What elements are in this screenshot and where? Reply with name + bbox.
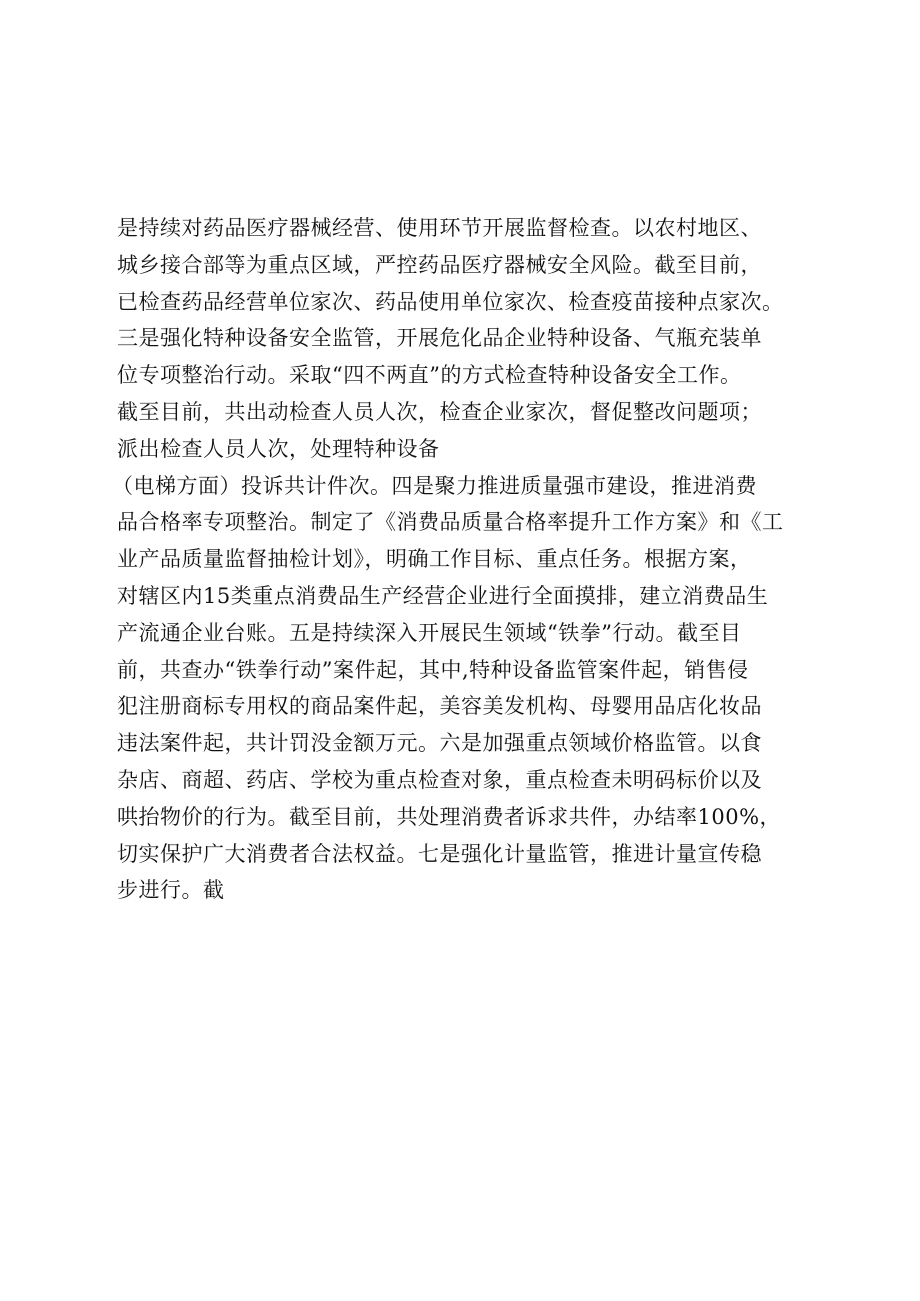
text-line: 三是强化特种设备安全监管，开展危化品企业特种设备、气瓶充装单 [117, 326, 762, 351]
text-line: 步进行。截 [117, 878, 225, 903]
text-line: 已检查药品经营单位家次、药品使用单位家次、检查疫苗接种点家次。 [117, 289, 784, 314]
text-line: 杂店、商超、药店、学校为重点检查对象，重点检查未明码标价以及 [117, 767, 762, 792]
text-line: 位专项整治行动。采取“四不两直”的方式检查特种设备安全工作。 [117, 363, 742, 388]
text-line: （电梯方面）投诉共计件次。四是聚力推进质量强市建设，推进消费 [112, 473, 757, 498]
text-line: 城乡接合部等为重点区域，严控药品医疗器械安全风险。截至目前， [117, 252, 762, 277]
text-line: 产流通企业台账。五是持续深入开展民生领域“铁拳”行动。截至目 [117, 620, 742, 645]
text-line: 对辖区内15类重点消费品生产经营企业进行全面摸排，建立消费品生 [117, 583, 769, 608]
text-line: 违法案件起，共计罚没金额万元。六是加强重点领域价格监管。以食 [117, 731, 762, 756]
text-line: 截至目前，共出动检查人员人次，检查企业家次，督促整改问题项； [117, 399, 762, 424]
body-text [112, 210, 837, 909]
text-line: 是持续对药品医疗器械经营、使用环节开展监督检查。以农村地区、 [117, 216, 762, 240]
text-line: 犯注册商标专用权的商品案件起，美容美发机构、母婴用品店化妆品 [117, 694, 762, 719]
text-line: 品合格率专项整治。制定了《消费品质量合格率提升工作方案》和《工 [117, 510, 784, 535]
text-line: 切实保护广大消费者合法权益。七是强化计量监管，推进计量宣传稳 [117, 841, 762, 866]
text-line: 哄抬物价的行为。截至目前，共处理消费者诉求共件，办结率100%， [117, 804, 782, 829]
text-line: 业产品质量监督抽检计划》，明确工作目标、重点任务。根据方案， [117, 547, 752, 572]
text-line: 派出检查人员人次，处理特种设备 [117, 436, 440, 461]
text-line: 前，共查办“铁拳行动”案件起，其中,特种设备监管案件起，销售侵 [117, 657, 749, 682]
